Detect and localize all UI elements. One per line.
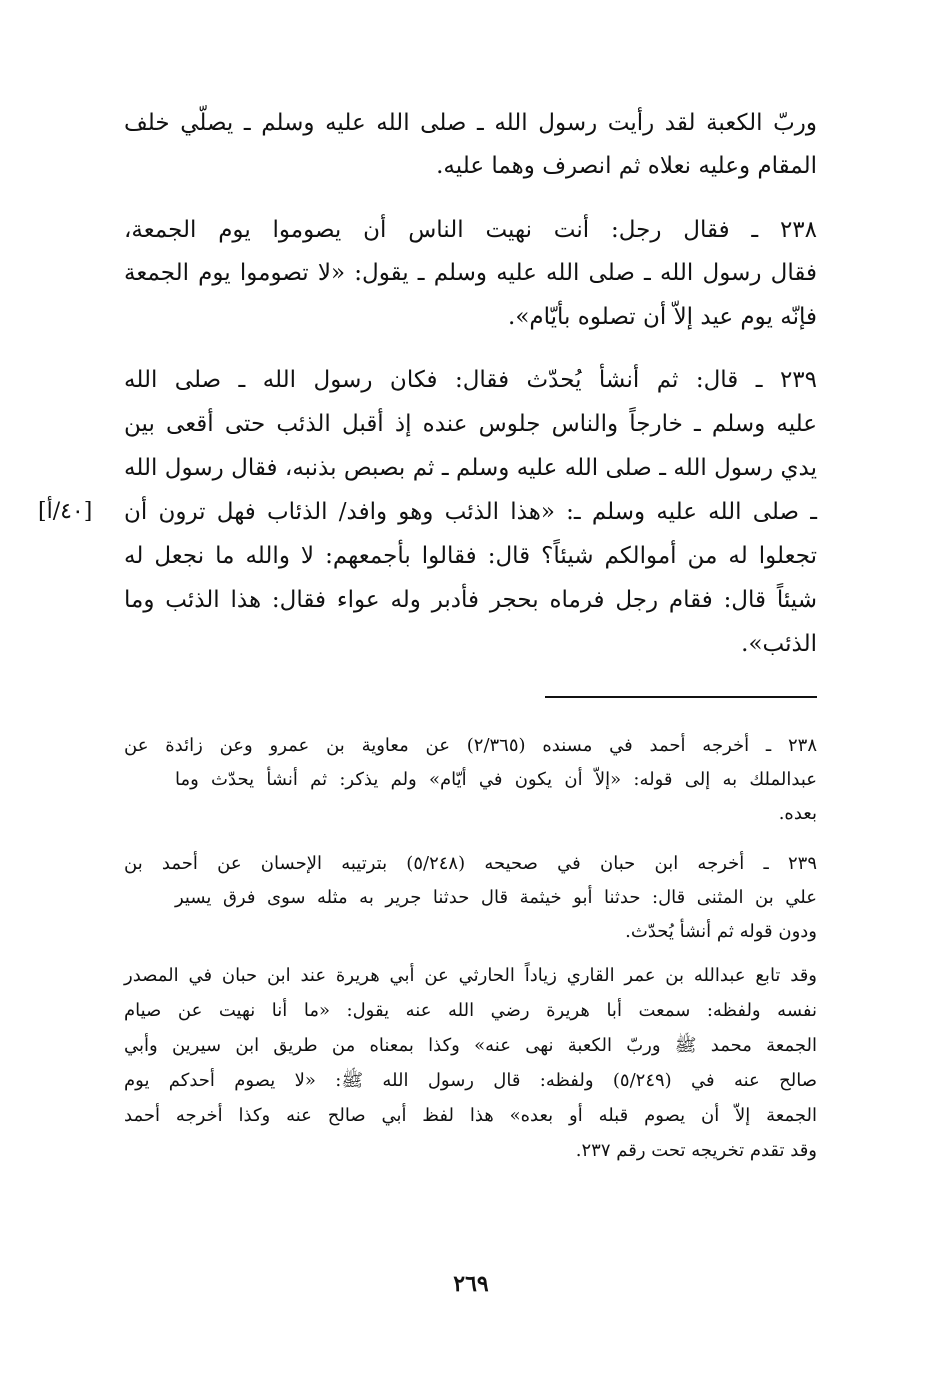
footnote-line: الجمعة إلاّ أن يصوم قبله أو بعده» هذا لفظ أبي صالح عنه وكذا أخرجه أحمد: [124, 1105, 817, 1126]
footnote-line: وقد تابع عبدالله بن عمر القاري زياداً الحارثي عن أبي هريرة عند ابن حبان في المصدر: [124, 965, 817, 986]
text-line: الذئب».: [741, 631, 817, 657]
footnote-line: نفسه ولفظه: سمعت أبا هريرة رضي الله عنه يقول: «ما أنا نهيت عن صيام: [124, 1000, 817, 1021]
text-line: شيئاً قال: فقام رجل فرماه بحجر فأدبر وله عواء فقال: هذا الذئب وما: [124, 587, 817, 613]
text-line: ـ صلى الله عليه وسلم ـ: «هذا الذئب وهو وافد/ الذئاب فهل ترون أن: [124, 499, 817, 525]
text-line: ٢٣٩ ـ قال: ثم أنشأ يُحدّث فقال: فكان رسول الله ـ صلى الله: [124, 367, 817, 393]
page-number: ٢٦٩: [453, 1271, 489, 1297]
footnote-separator: [545, 696, 817, 698]
manuscript-folio-marker: [٤٠/أ]: [38, 499, 93, 524]
text-line: فقال رسول الله ـ صلى الله عليه وسلم ـ يقول: «لا تصوموا يوم الجمعة: [124, 260, 817, 286]
footnote-line: ودون قوله ثم أنشأ يُحدّث.: [625, 921, 817, 942]
text-line: فإنّه يوم عيد إلاّ أن تصلوه بأيّام».: [508, 304, 817, 330]
footnote-line: بعده.: [778, 803, 817, 824]
text-line: ٢٣٨ ـ فقال رجل: أنت نهيت الناس أن يصوموا يوم الجمعة،: [124, 217, 817, 243]
text-line: عليه وسلم ـ خارجاً والناس جلوس عنده إذ أقبل الذئب حتى أقعى بين: [124, 411, 817, 437]
text-line: وربّ الكعبة لقد رأيت رسول الله ـ صلى الله عليه وسلم ـ يصلّي خلف: [124, 110, 817, 136]
text-line: تجعلوا له من أموالكم شيئاً؟ قال: فقالوا بأجمعهم: لا والله ما نجعل له: [124, 543, 817, 569]
footnote-line: صالح عنه في (٥/٢٤٩) ولفظه: قال رسول الله ﷺ: «لا يصوم أحدكم يوم: [124, 1070, 817, 1091]
footnote-line: ٢٣٩ ـ أخرجه ابن حبان في صحيحه (٥/٢٤٨) بترتيبه الإحسان عن أحمد بن: [124, 853, 817, 874]
text-line: المقام وعليه نعلاه ثم انصرف وهما عليه.: [436, 153, 817, 179]
footnote-line: وقد تقدم تخريجه تحت رقم ٢٣٧.: [575, 1140, 817, 1161]
footnote-line: الجمعة محمد ﷺ وربّ الكعبة نهى عنه» وكذا بمعناه من طريق ابن سيرين وأبي: [124, 1035, 817, 1056]
footnote-line: ٢٣٨ ـ أخرجه أحمد في مسنده (٢/٣٦٥) عن معاوية بن عمرو وعن زائدة عن: [124, 735, 817, 756]
text-line: يدي رسول الله ـ صلى الله عليه وسلم ـ ثم بصبص بذنبه، فقال رسول الله: [124, 455, 817, 481]
footnote-line: عبدالملك به إلى قوله: «إلاّ أن يكون في أيّام» ولم يذكر: ثم أنشأ يحدّث وما: [175, 769, 817, 790]
footnote-line: علي بن المثنى قال: حدثنا أبو خيثمة قال حدثنا جرير به مثله سوى فرق يسير: [175, 887, 817, 908]
